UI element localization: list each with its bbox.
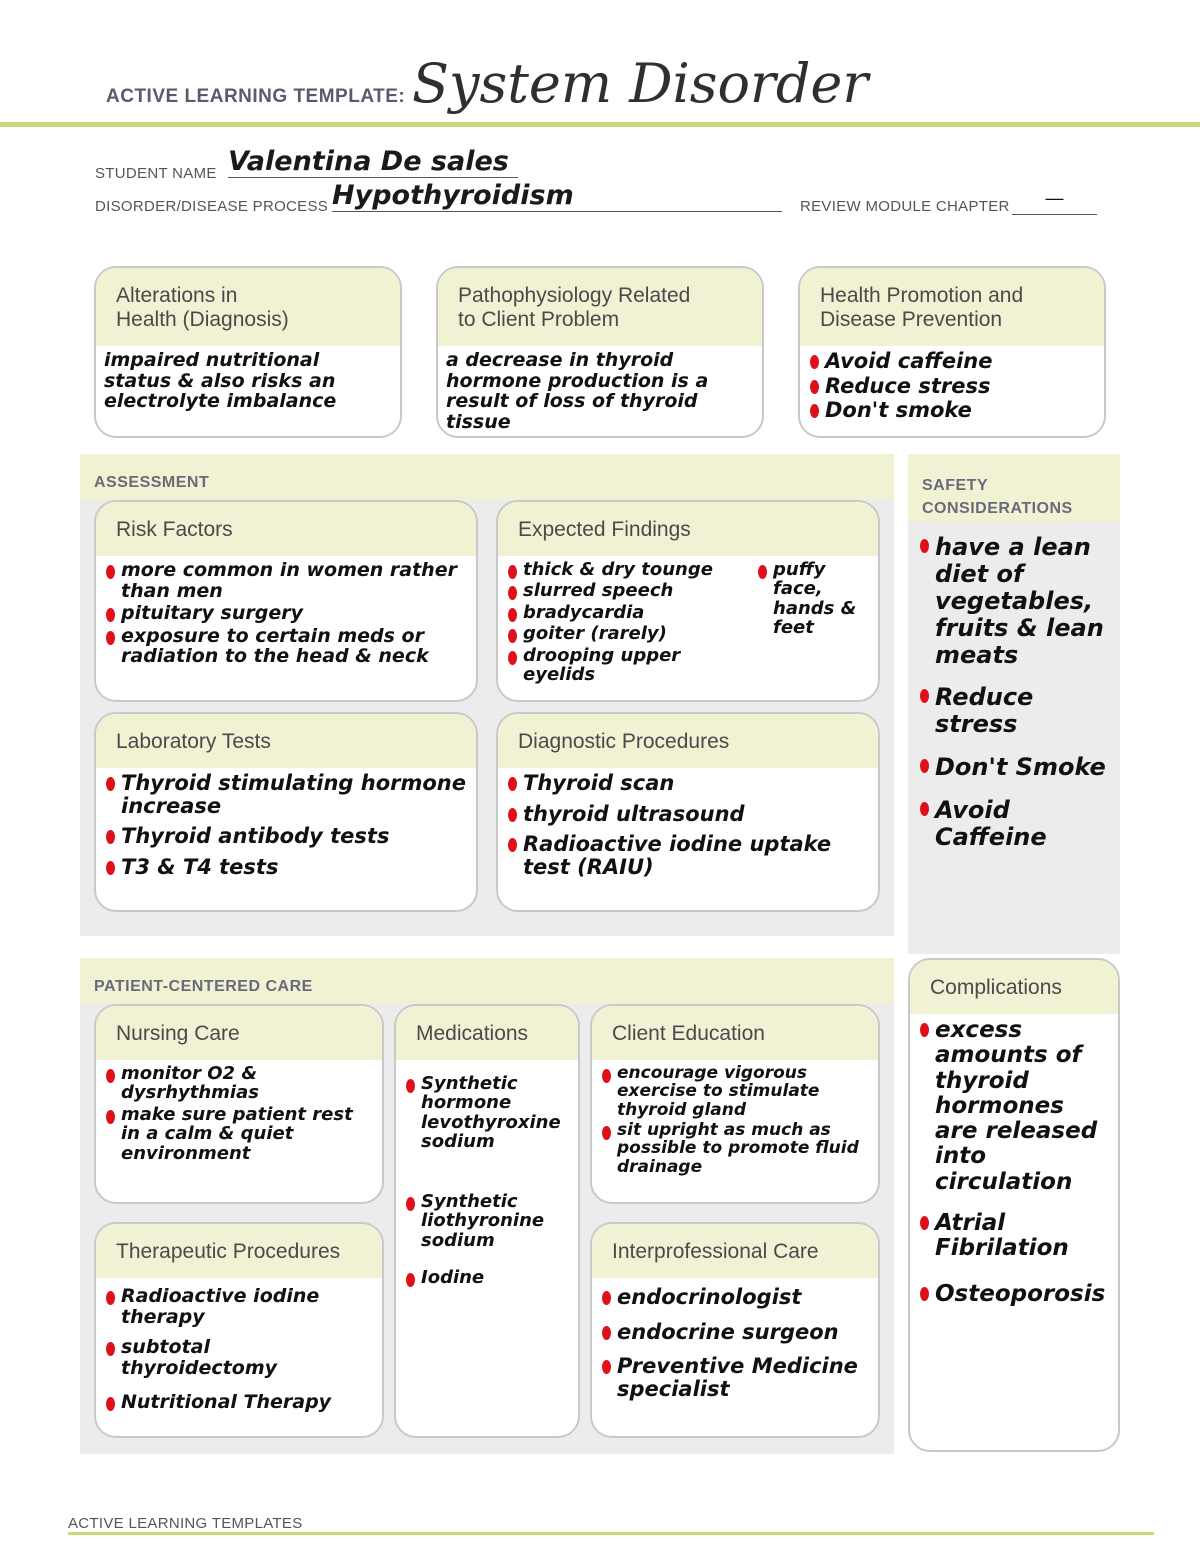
bullet-icon (810, 380, 819, 394)
alterations-title-1: Alterations in (116, 284, 238, 307)
bullet-icon (602, 1126, 611, 1140)
bullet-icon (602, 1360, 611, 1374)
complications-box (908, 958, 1120, 1452)
bullet-icon (920, 759, 929, 773)
bullet-icon (602, 1069, 611, 1083)
risk-factors-title: Risk Factors (96, 502, 476, 556)
health-promotion-header (800, 268, 1104, 346)
list-item: drooping upper eyelids (506, 646, 746, 685)
bullet-icon (106, 1291, 115, 1305)
list-item: Reduce stress (918, 684, 1114, 738)
student-name-label: STUDENT NAME (95, 165, 217, 182)
list-item: monitor O2 & dysrhythmias (104, 1064, 372, 1103)
bullet-icon (406, 1197, 415, 1211)
list-item: Nutritional Therapy (104, 1392, 372, 1413)
list-item: Don't smoke (808, 399, 1094, 422)
alterations-box (94, 266, 402, 438)
list-item: Thyroid scan (506, 772, 868, 795)
footer-rule (68, 1532, 1154, 1535)
list-item: Thyroid antibody tests (104, 825, 466, 848)
list-item: exposure to certain meds or radiation to the head & neck (104, 626, 466, 667)
bullet-icon (106, 777, 115, 791)
list-item: Avoid Caffeine (918, 797, 1114, 851)
list-item: Avoid caffeine (808, 350, 1094, 373)
list-item: Synthetic hormone levothyroxine sodium (404, 1074, 568, 1152)
bullet-icon (508, 838, 517, 852)
pathophysiology-title-2: to Client Problem (458, 308, 620, 331)
bullet-icon (602, 1291, 611, 1305)
list-item: goiter (rarely) (506, 624, 746, 643)
health-promotion-list (800, 346, 1104, 422)
client-education-list (592, 1060, 878, 1176)
list-item: endocrine surgeon (600, 1321, 868, 1344)
list-item: Synthetic liothyronine sodium (404, 1192, 568, 1250)
patient-care-label: PATIENT-CENTERED CARE (94, 978, 313, 995)
complications-list (910, 1014, 1118, 1307)
list-item: make sure patient rest in a calm & quiet environment (104, 1105, 372, 1163)
bullet-icon (920, 1287, 929, 1301)
bullet-icon (106, 1069, 115, 1083)
bullet-icon (508, 777, 517, 791)
bullet-icon (106, 608, 115, 622)
bullet-icon (920, 1216, 929, 1230)
bullet-icon (106, 565, 115, 579)
bullet-icon (106, 631, 115, 645)
expected-findings-body (498, 556, 878, 687)
nursing-care-box (94, 1004, 384, 1204)
template-title: System Disorder (412, 52, 869, 115)
laboratory-tests-list (96, 768, 476, 879)
bullet-icon (920, 1023, 929, 1037)
list-item: have a lean diet of vegetables, fruits & lean meats (918, 534, 1114, 668)
header-rule (0, 122, 1200, 127)
interprofessional-care-box (590, 1222, 880, 1438)
safety-list (918, 534, 1114, 853)
bullet-icon (406, 1079, 415, 1093)
nursing-care-title: Nursing Care (96, 1006, 382, 1060)
alterations-text: impaired nutritional status & also risks an electrolyte imbalance (104, 349, 337, 413)
expected-findings-list (498, 556, 756, 687)
nursing-care-list (96, 1060, 382, 1163)
list-item: thick & dry tounge (506, 560, 746, 579)
list-item: Reduce stress (808, 375, 1094, 398)
bullet-icon (920, 539, 929, 553)
disorder-value: Hypothyroidism (332, 180, 782, 212)
health-promotion-title-2: Disease Prevention (820, 308, 1003, 331)
bullet-icon (508, 629, 517, 643)
bullet-icon (106, 830, 115, 844)
student-name-value: Valentina De sales (228, 146, 518, 178)
therapeutic-procedures-box (94, 1222, 384, 1438)
bullet-icon (508, 651, 517, 665)
bullet-icon (508, 808, 517, 822)
list-item: Radioactive iodine therapy (104, 1286, 372, 1327)
alterations-title-2: Health (Diagnosis) (116, 308, 289, 331)
list-item: Don't Smoke (918, 754, 1114, 781)
bullet-icon (106, 861, 115, 875)
safety-label-2: CONSIDERATIONS (922, 500, 1073, 517)
pathophysiology-title-1: Pathophysiology Related (458, 284, 691, 307)
bullet-icon (106, 1110, 115, 1124)
assessment-label: ASSESSMENT (94, 474, 210, 491)
list-item: slurred speech (506, 581, 746, 600)
list-item: Osteoporosis (918, 1282, 1108, 1307)
alterations-header (96, 268, 400, 346)
bullet-icon (508, 608, 517, 622)
list-item: pituitary surgery (104, 603, 466, 624)
medications-box (394, 1004, 580, 1438)
list-item: T3 & T4 tests (104, 856, 466, 879)
risk-factors-list (96, 556, 476, 667)
list-item: encourage vigorous exercise to stimulate thyroid gland (600, 1064, 868, 1119)
medications-list (396, 1060, 578, 1288)
bullet-icon (920, 689, 929, 703)
list-item: Thyroid stimulating hormone increase (104, 772, 466, 817)
diagnostic-procedures-list (498, 768, 878, 879)
bullet-icon (406, 1273, 415, 1287)
pathophysiology-text: a decrease in thyroid hormone production is a result of loss of thyroid tissue (446, 349, 709, 433)
interprofessional-care-list (592, 1278, 878, 1401)
risk-factors-box (94, 500, 478, 702)
bullet-icon (602, 1326, 611, 1340)
therapeutic-procedures-list (96, 1278, 382, 1413)
list-item: bradycardia (506, 603, 746, 622)
expected-findings-box (496, 500, 880, 702)
list-item: Iodine (404, 1268, 568, 1287)
bullet-icon (508, 565, 517, 579)
list-item: Atrial Fibrilation (918, 1211, 1108, 1262)
diagnostic-procedures-box (496, 712, 880, 912)
pathophysiology-header (438, 268, 762, 346)
list-item: endocrinologist (600, 1286, 868, 1309)
chapter-label: REVIEW MODULE CHAPTER (800, 198, 1010, 215)
expected-findings-title: Expected Findings (498, 502, 878, 556)
health-promotion-title-1: Health Promotion and (820, 284, 1024, 307)
list-item: excess amounts of thyroid hormones are released into circulation (918, 1018, 1108, 1195)
bullet-icon (758, 565, 767, 579)
complications-title: Complications (910, 960, 1118, 1014)
chapter-value: — (1012, 188, 1097, 215)
list-item: Preventive Medicine specialist (600, 1355, 868, 1400)
client-education-title: Client Education (592, 1006, 878, 1060)
interprofessional-care-title: Interprofessional Care (592, 1224, 878, 1278)
diagnostic-procedures-title: Diagnostic Procedures (498, 714, 878, 768)
bullet-icon (810, 355, 819, 369)
safety-label-1: SAFETY (922, 477, 989, 494)
bullet-icon (508, 586, 517, 600)
bullet-icon (106, 1342, 115, 1356)
laboratory-tests-title: Laboratory Tests (96, 714, 476, 768)
bullet-icon (106, 1397, 115, 1411)
expected-findings-side: puffy face, hands & feet (756, 556, 866, 687)
disorder-label: DISORDER/DISEASE PROCESS (95, 198, 329, 215)
template-label: ACTIVE LEARNING TEMPLATE: (106, 86, 406, 107)
bullet-icon (810, 404, 819, 418)
bullet-icon (920, 802, 929, 816)
health-promotion-box (798, 266, 1106, 438)
list-item: subtotal thyroidectomy (104, 1337, 372, 1378)
list-item: sit upright as much as possible to promote fluid drainage (600, 1121, 868, 1176)
client-education-box (590, 1004, 880, 1204)
medications-title: Medications (396, 1006, 578, 1060)
pathophysiology-box (436, 266, 764, 438)
list-item: thyroid ultrasound (506, 803, 868, 826)
list-item: more common in women rather than men (104, 560, 466, 601)
therapeutic-procedures-title: Therapeutic Procedures (96, 1224, 382, 1278)
list-item: Radioactive iodine uptake test (RAIU) (506, 833, 868, 878)
laboratory-tests-box (94, 712, 478, 912)
footer-text: ACTIVE LEARNING TEMPLATES (68, 1515, 303, 1532)
safety-label (922, 474, 1073, 520)
